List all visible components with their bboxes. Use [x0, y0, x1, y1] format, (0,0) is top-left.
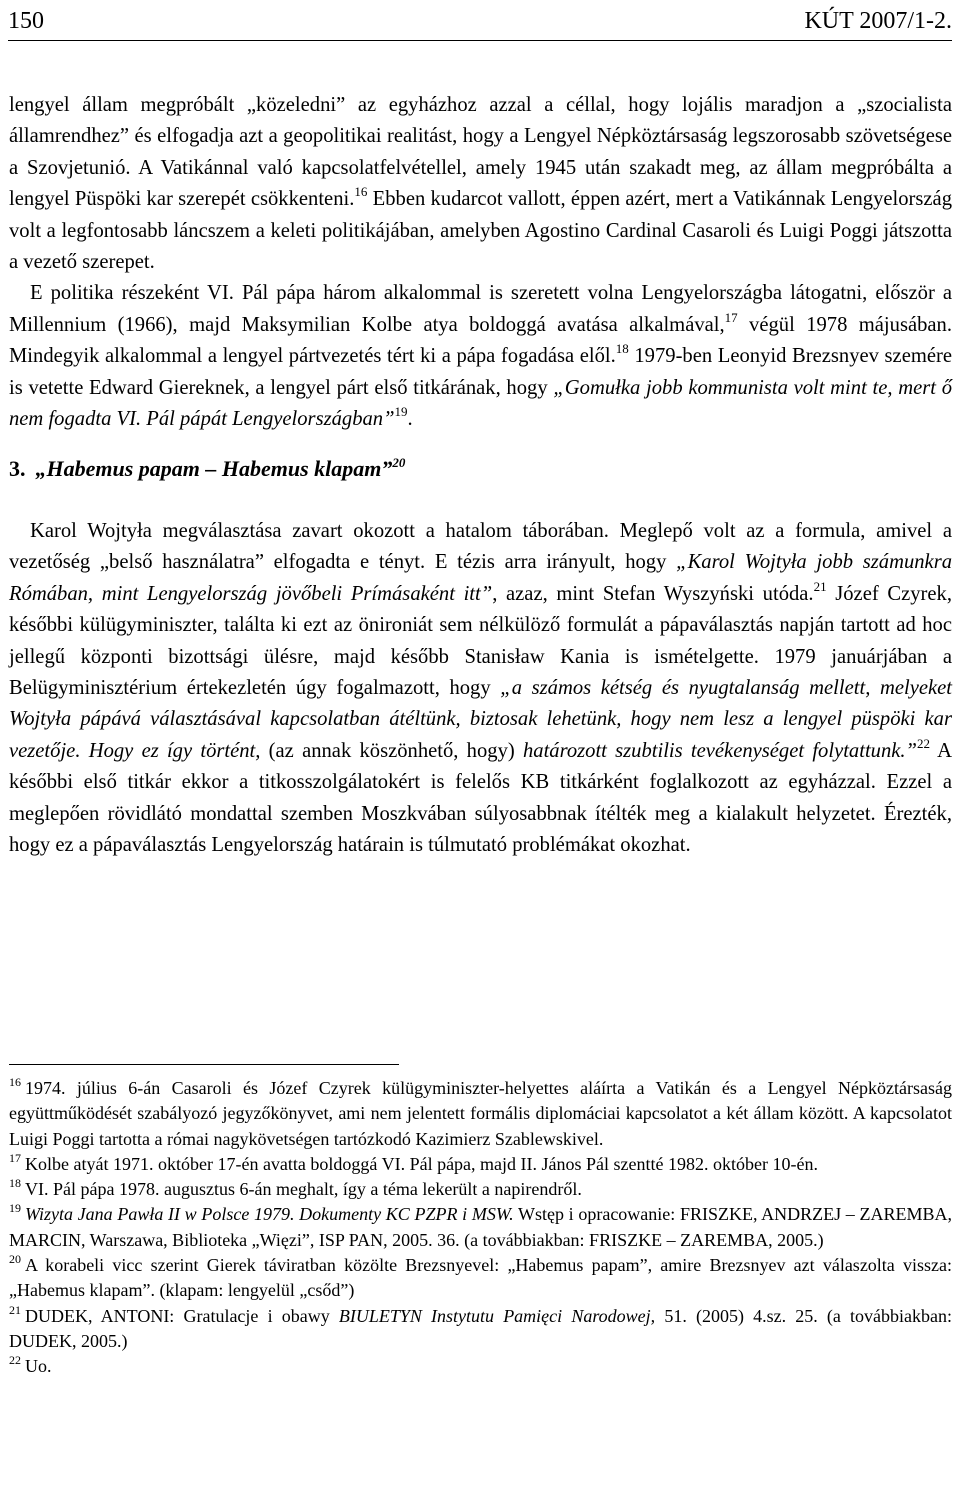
footnote: $^{22}$ Uo. [9, 1353, 52, 1377]
footnote-ref[interactable]: 21 [813, 578, 827, 594]
footnote-ref[interactable]: 18 [615, 341, 629, 357]
paragraph: Karol Wojtyła megválasztása zavart okozott a hatalom táborában. Meglepő volt az a formula, amivel a vezetőség „belső használatra” elfogadta e tényt. E tézis arra irányult, hogy „Karol Wojtyła jobb számunkra Rómában, mint Lengyelország jövőbeli Prímásaként itt”, azaz, mint Stefan Wyszyński utóda.$^{21}$ Józef Czyrek, későbbi külügyminiszter, találta ki ezt az önironiát sem nélkülöző formulát a pápaválasztás napján tartott ad hoc jellegű központi bizottsági ülésre, majd később Stanisław Kania is ismételgette. 1979 januárjában a Belügyminisztérium értekezletén úgy fogalmazott, hogy „a számos kétség és nyugtalanság mellett, melyeket Wojtyła pápává választásával kapcsolatban átéltünk, biztosak lehetünk, hogy nem lesz a lengyel püspöki kar vezetője. Hogy ez így történt, (az annak köszönhető, hogy) határozott szubtilis tevékenységet folytattunk.”$^{22}$ A későbbi első titkár ekkor a titkosszolgálatokért is felelős KB titkárként foglalkozott az egyházzal. Ezzel a meglepően rövidlátó mondattal szemben Moszkvában súlyosabbnak ítélték meg a kialakult helyzetet. Érezték, hogy ez a pápaválasztás Lengyelország határain is túlmutató problémákat okozhat. [9, 519, 953, 856]
main-text [9, 90, 952, 861]
footnote-number: 18 [9, 1176, 21, 1191]
page-header [8, 2, 952, 40]
footnote-number: 19 [9, 1201, 21, 1216]
footnote-number: 22 [9, 1353, 21, 1368]
footnote: $^{20}$ A korabeli vicc szerint Gierek táviratban közölte Brezsnyevel: „Habemus papam”, amire Brezsnyev azt válaszolta vissza: „Habemus klapam”. (klapam: lengyelül „csőd”) [9, 1252, 952, 1301]
footnote-ref[interactable]: 22 [917, 735, 931, 751]
quote: határozott szubtilis tevékenységet folytattunk.” [522, 739, 918, 762]
footnote-ref[interactable]: 17 [724, 309, 738, 325]
quote: „a számos kétség és nyugtalanság mellett, melyeket Wojtyła pápává választásával kapcsolatban átéltünk, biztosak lehetünk, hogy nem lesz a lengyel püspöki kar vezetője. Hogy ez így történt, [9, 676, 952, 762]
journal-issue: KÚT 2007/1-2. [804, 7, 952, 34]
header-rule [8, 40, 952, 41]
footnote-number: 20 [9, 1252, 21, 1267]
footnote: $^{19}$ Wizyta Jana Pawła II w Polsce 1979. Dokumenty KC PZPR i MSW. Wstęp i opracowanie: FRISZKE, ANDRZEJ – ZAREMBA, MARCIN, Warszawa, Biblioteka „Więzi”, ISP PAN, 2005. 36. (a továbbiakban: FRISZKE – ZAREMBA, 2005.) [9, 1201, 952, 1250]
footnote-separator [9, 1064, 399, 1065]
page-number: 150 [8, 7, 44, 34]
footnote: $^{18}$ VI. Pál pápa 1978. augusztus 6-án meghalt, így a téma lekerült a napirendről. [9, 1176, 582, 1200]
footnote-number: 17 [9, 1150, 21, 1165]
footnote: $^{16}$ 1974. július 6-án Casaroli és Józef Czyrek külügyminiszter-helyettes aláírta a Vatikán és a Lengyel Népköztársaság együttműködését szabályozó jegyzőkönyvet, ami nem jelentett formális diplomáciai kapcsolatot a két állam között. A kapcsolatot Luigi Poggi tartotta a római nagykövetségen tartózkodó Kazimierz Szablewskivel. [9, 1075, 952, 1149]
footnote-ref[interactable]: 19 [394, 404, 408, 420]
section-heading [9, 453, 952, 484]
footnote-ref[interactable]: 16 [354, 184, 368, 200]
quote: „Gomułka jobb kommunista volt mint te, mert ő nem fogadta VI. Pál pápát Lengyelországban” [9, 376, 952, 431]
quote: „Karol Wojtyła jobb számunkra Rómában, mint Lengyelország jövőbeli Prímásaként itt” [9, 551, 953, 605]
footnote-ref[interactable]: 20 [392, 455, 406, 471]
section-title: „Habemus papam – Habemus klapam” [35, 456, 393, 482]
footnote: $^{17}$ Kolbe atyát 1971. október 17-én avatta boldoggá VI. Pál pápa, majd II. János Pál szentté 1982. október 10-én. [9, 1150, 818, 1174]
section-number: 3. [9, 456, 26, 482]
footnote: $^{21}$ DUDEK, ANTONI: Gratulacje i obawy BIULETYN Instytutu Pamięci Narodowej, 51. (2005) 4.sz. 25. (a továbbiakban: DUDEK, 2005.) [9, 1302, 953, 1351]
footnote-number: 16 [9, 1075, 21, 1089]
footnotes [9, 1076, 952, 1380]
paragraph: E politika részeként VI. Pál pápa három alkalommal is szeretett volna Lengyelországba látogatni, először a Millennium (1966), majd Maksymilian Kolbe atya boldoggá avatása alkalmával,$^{17}$ végül 1978 májusában. Mindegyik alkalommal a lengyel pártvezetés tért ki a pápa fogadása elől.$^{18}$ 1979-ben Leonyid Brezsnyev szemére is vetette Edward Giereknek, a lengyel párt első titkárának, hogy „Gomułka jobb kommunista volt mint te, mert ő nem fogadta VI. Pál pápát Lengyelországban”$^{19}$. [9, 282, 952, 431]
paragraph: lengyel állam megpróbált „közeledni” az egyházhoz azzal a céllal, hogy lojális maradjon a „szocialista államrendhez” és elfogadja azt a geopolitikai realitást, hogy a Lengyel Népköztársaság legszorosabb szövetségese a Szovjetunió. A Vatikánnal való kapcsolatfelvétellel, amely 1945 után szakadt meg, az állam megpróbálta a lengyel Püspöki kar szerepét csökkenteni.$^{16}$ Ebben kudarcot vallott, éppen azért, mert a Vatikánnak Lengyelország volt a legfontosabb láncszem a keleti politikájában, amelyben Agostino Cardinal Casaroli és Luigi Poggi játszotta a vezető szerepet. [9, 94, 952, 274]
footnote-number: 21 [9, 1302, 21, 1317]
